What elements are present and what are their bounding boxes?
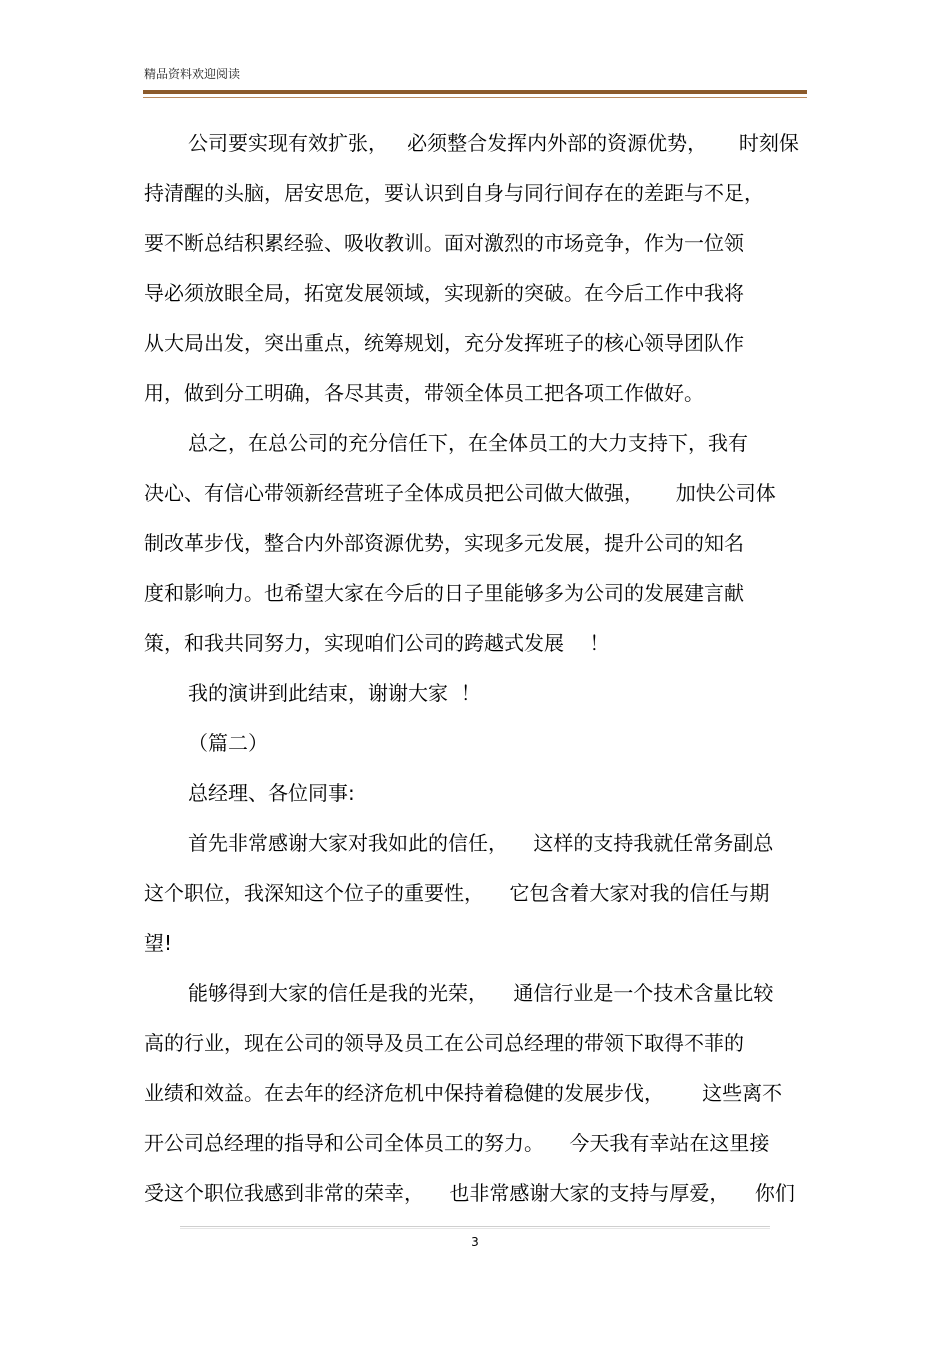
- text-line: 总之，在总公司的充分信任下，在全体员工的大力支持下，我有: [188, 431, 748, 455]
- text-line: 制改革步伐，整合内外部资源优势，实现多元发展，提升公司的知名: [144, 531, 744, 555]
- text-line: 从大局出发，突出重点，统筹规划，充分发挥班子的核心领导团队作: [144, 331, 744, 355]
- text-line: 持清醒的头脑，居安思危，要认识到自身与同行间存在的差距与不足，: [144, 181, 764, 205]
- text-line: 首先非常感谢大家对我如此的信任， 这样的支持我就任常务副总: [188, 831, 774, 855]
- page-header-title: 精品资料欢迎阅读: [144, 67, 241, 81]
- text-line: 用，做到分工明确，各尽其责，带领全体员工把各项工作做好。: [144, 381, 704, 405]
- footer-rule-light: [180, 1228, 770, 1229]
- header-rule: [143, 90, 807, 94]
- text-line: 要不断总结积累经验、吸收教训。面对激烈的市场竞争，作为一位领: [144, 231, 744, 255]
- text-line: 望!: [144, 931, 173, 955]
- text-line: 这个职位，我深知这个位子的重要性， 它包含着大家对我的信任与期: [144, 881, 770, 905]
- text-line: 高的行业，现在公司的领导及员工在公司总经理的带领下取得不菲的: [144, 1031, 744, 1055]
- text-line: 决心、有信心带领新经营班子全体成员把公司做大做强， 加快公司体: [144, 481, 776, 505]
- text-line: 策，和我共同努力，实现咱们公司的跨越式发展 ！: [144, 631, 610, 655]
- text-line: 导必须放眼全局，拓宽发展领域，实现新的突破。在今后工作中我将: [144, 281, 744, 305]
- text-line: 能够得到大家的信任是我的光荣， 通信行业是一个技术含量比较: [188, 981, 774, 1005]
- text-line: 公司要实现有效扩张， 必须整合发挥内外部的资源优势， 时刻保: [188, 131, 799, 155]
- text-line: 受这个职位我感到非常的荣幸， 也非常感谢大家的支持与厚爱， 你们: [144, 1181, 795, 1205]
- header-rule-thin: [143, 97, 807, 98]
- salutation: 总经理、各位同事:: [188, 781, 355, 805]
- footer-rule: [180, 1226, 770, 1227]
- text-line: 度和影响力。也希望大家在今后的日子里能够多为公司的发展建言献: [144, 581, 744, 605]
- section-heading: （篇二）: [188, 731, 268, 755]
- page-number: 3: [471, 1235, 479, 1249]
- text-line: 我的演讲到此结束，谢谢大家 ！: [188, 681, 481, 705]
- document-body: [144, 118, 808, 1218]
- text-line: 开公司总经理的指导和公司全体员工的努力。 今天我有幸站在这里接: [144, 1131, 770, 1155]
- text-line: 业绩和效益。在去年的经济危机中保持着稳健的发展步伐， 这些离不: [144, 1081, 783, 1105]
